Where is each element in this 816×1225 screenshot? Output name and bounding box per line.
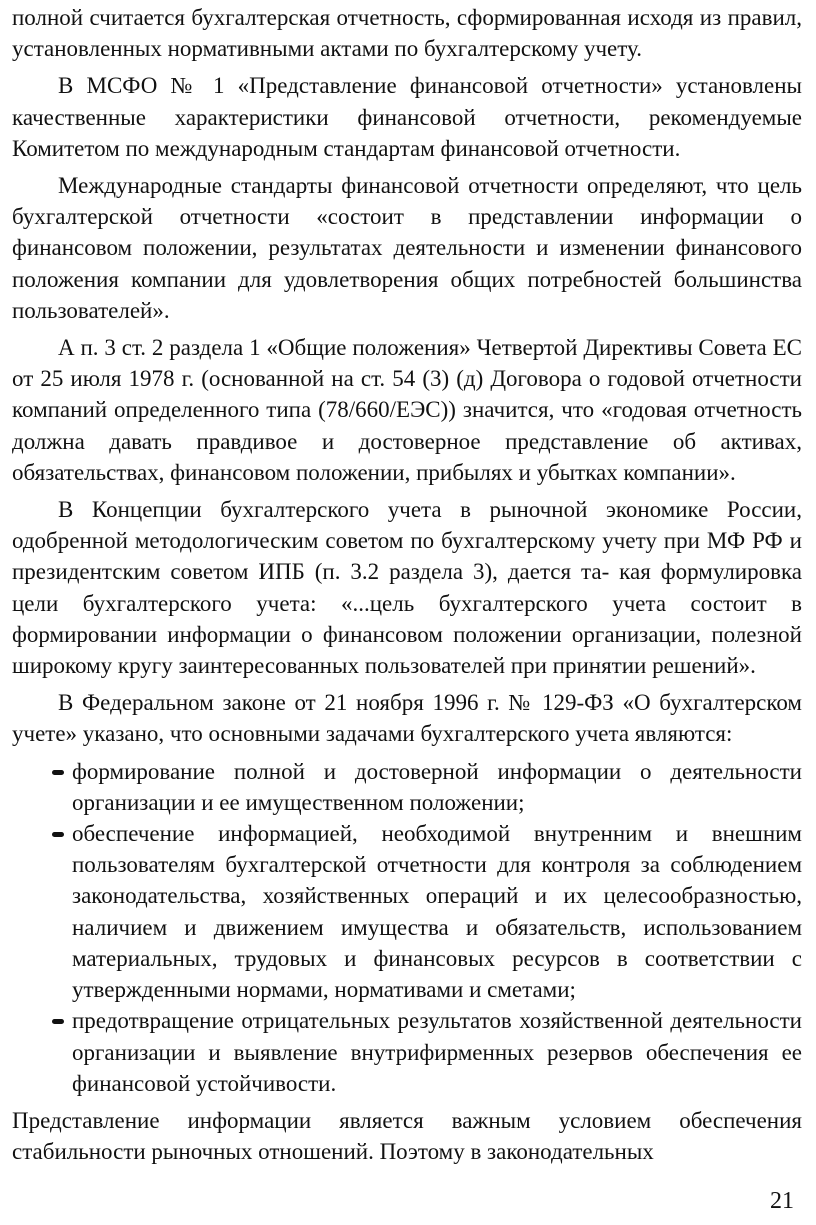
paragraph-continued: полной считается бухгалтерская отчетность, сформированная исходя из правил, установленных нормативными актами по бухгалтерскому учету. (12, 5, 802, 62)
tasks-list (12, 756, 802, 1099)
page-number: 21 (770, 1188, 794, 1214)
list-item-text: формирование полной и достоверной информации о деятельности организации и ее имущественном положении; (72, 758, 802, 815)
bullet-icon (52, 770, 64, 775)
paragraph-eu-directive: А п. 3 ст. 2 раздела 1 «Общие положения» Четвертой Директивы Совета ЕС от 25 июля 1978 г. (основанной на ст. 54 (3) (д) Договора о годовой отчетности компаний определенного типа (78/660/ЕЭС)) значится, что «годовая отчетность должна давать правдивое и достоверное представление об активах, обязательствах, финансовом положении, прибылях и убытках компании». (12, 335, 802, 485)
list-item (12, 818, 802, 1005)
paragraph-conclusion: Представление информации является важным условием обеспечения стабильности рыночных отношений. Поэтому в законодательных (12, 1107, 802, 1165)
paragraph-concept: В Концепции бухгалтерского учета в рыночной экономике России, одобренной методологическим советом по бухгалтерскому учету при МФ РФ и президентским советом ИПБ (п. 3.2 раздела 3), дается та- кая формулировка цели бухгалтерского учета: «...цель бухгалтерского учета состоит в формировании информации о финансовом положении организации, полезной широкому кругу заинтересованных пользователей при принятии решений». (12, 497, 802, 679)
bullet-icon (52, 832, 64, 837)
bullet-icon (52, 1019, 64, 1024)
list-item-text: предотвращение отрицательных результатов хозяйственной деятельности организации и выявление внутрифирменных резервов обеспечения ее финансовой устойчивости. (72, 1008, 802, 1096)
list-item (12, 1005, 802, 1099)
paragraph-international-standards: Международные стандарты финансовой отчетности определяют, что цель бухгалтерской отчетности «состоит в представлении информации о финансовом положении, результатах деятельности и изменении финансового положения компании для удовлетворения общих потребностей большинства пользователей». (12, 173, 802, 323)
paragraph-ifrs: В МСФО № 1 «Представление финансовой отчетности» установлены качественные характеристики финансовой отчетности, рекомендуемые Комитетом по международным стандартам финансовой отчетности. (12, 73, 802, 161)
paragraph-federal-law: В Федеральном законе от 21 ноября 1996 г. № 129-ФЗ «О бухгалтерском учете» указано, что основными задачами бухгалтерского учета являются: (12, 690, 802, 747)
page-body (12, 2, 802, 1173)
list-item (12, 756, 802, 818)
list-item-text: обеспечение информацией, необходимой внутренним и внешним пользователям бухгалтерской отчетности для контроля за соблюдением законодательства, хозяйственных операций и их целесообразностью, наличием и движением имущества и обязательств, использованием материальных, трудовых и финансовых ресурсов в соответствии с утвержденными нормами, нормативами и сметами; (72, 821, 802, 1003)
